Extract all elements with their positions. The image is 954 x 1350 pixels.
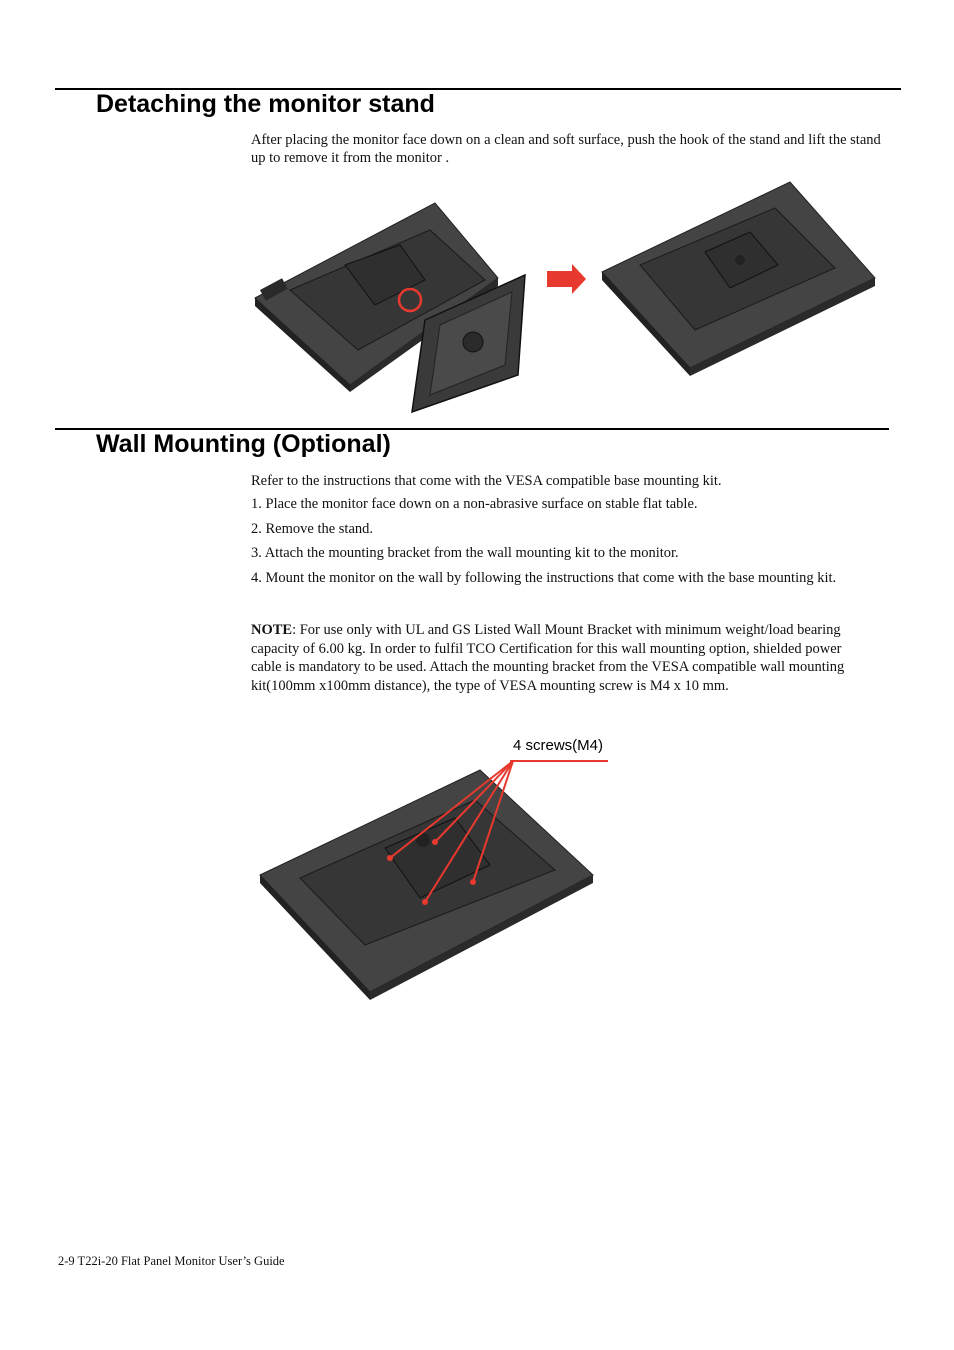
monitor-back-view — [260, 770, 593, 1000]
step-4: 4. Mount the monitor on the wall by following the instructions that come with the base mounting kit. — [251, 570, 837, 586]
arrow-right-icon — [547, 264, 586, 294]
step-1: 1. Place the monitor face down on a non-abrasive surface on stable flat table. — [251, 496, 698, 512]
page-footer: 2-9 T22i-20 Flat Panel Monitor User’s Guide — [58, 1254, 285, 1268]
wall-mount-intro: Refer to the instructions that come with the VESA compatible base mounting kit. — [251, 473, 722, 489]
detach-instructions: After placing the monitor face down on a clean and soft surface, push the hook of the stand and lift the stand up to remove it from the monitor . — [251, 132, 881, 166]
step-2: 2. Remove the stand. — [251, 521, 374, 537]
monitor-without-stand — [602, 182, 875, 376]
wall-mount-note — [251, 621, 851, 695]
note-text: : For use only with UL and GS Listed Wall Mount Bracket with minimum weight/load bearing capacity of 6.00 kg. In order to fulfil TCO Certification for this wall mounting option, shielded power cable is mandatory to be used. Attach the mounting bracket from the VESA compatible wall mounting kit(100mm x100mm distance), the type of VESA mounting screw is M4 x 10 mm. — [251, 622, 845, 694]
note-label: NOTE — [251, 622, 293, 638]
detach-stand-illustration — [250, 180, 880, 415]
section-title-wall-mounting: Wall Mounting (Optional) — [96, 430, 391, 458]
screws-callout-label: 4 screws(M4) — [513, 737, 604, 754]
wall-mount-illustration — [255, 730, 615, 1005]
step-3: 3. Attach the mounting bracket from the wall mounting kit to the monitor. — [251, 545, 679, 561]
section-title-detaching: Detaching the monitor stand — [96, 90, 435, 118]
